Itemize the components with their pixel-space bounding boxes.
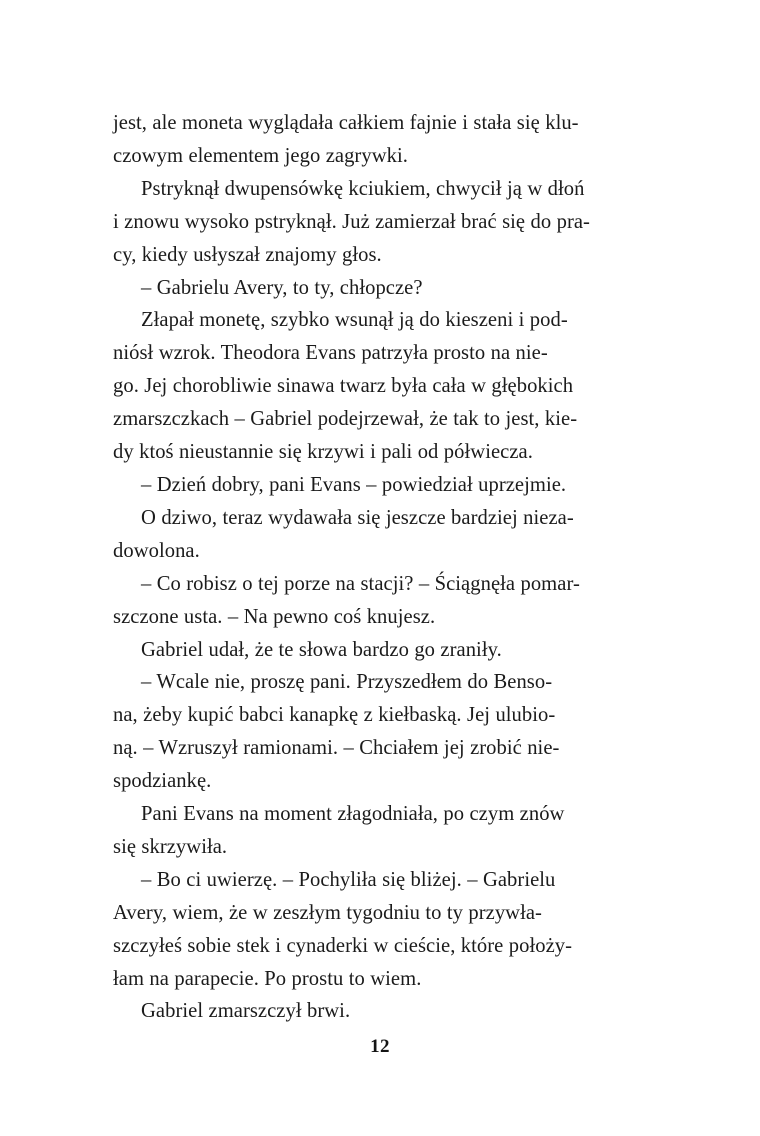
narration-paragraph bbox=[113, 502, 649, 568]
page-number: 12 bbox=[370, 1036, 390, 1057]
dialogue-paragraph bbox=[113, 864, 649, 996]
text-line: Gabriel zmarszczył brwi. bbox=[141, 1000, 351, 1023]
text-line: O dziwo, teraz wydawała się jeszcze bardziej nieza- bbox=[141, 506, 574, 529]
text-line: łam na parapecie. Po prostu to wiem. bbox=[113, 967, 422, 990]
narration-paragraph bbox=[113, 995, 649, 1028]
text-line: cy, kiedy usłyszał znajomy głos. bbox=[113, 243, 382, 266]
text-line: szczyłeś sobie stek i cynaderki w cieście, które położy- bbox=[113, 934, 573, 957]
narration-paragraph bbox=[113, 304, 649, 469]
dialogue-paragraph bbox=[113, 469, 649, 502]
text-line: Pani Evans na moment złagodniała, po czym znów bbox=[141, 803, 565, 826]
text-line: Gabriel udał, że te słowa bardzo go zraniły. bbox=[141, 638, 502, 661]
narration-paragraph bbox=[113, 173, 649, 272]
dialogue-paragraph bbox=[113, 666, 649, 798]
text-line: – Wcale nie, proszę pani. Przyszedłem do Benso- bbox=[141, 671, 553, 694]
narration-paragraph bbox=[113, 634, 649, 667]
text-line: czowym elementem jego zagrywki. bbox=[113, 144, 408, 167]
text-line: – Gabrielu Avery, to ty, chłopcze? bbox=[141, 276, 423, 299]
text-line: – Bo ci uwierzę. – Pochyliła się bliżej. – Gabrielu bbox=[141, 868, 556, 891]
narration-paragraph bbox=[113, 107, 649, 173]
text-line: niósł wzrok. Theodora Evans patrzyła prosto na nie- bbox=[113, 342, 548, 365]
text-line: szczone usta. – Na pewno coś knujesz. bbox=[113, 605, 436, 628]
dialogue-paragraph bbox=[113, 272, 649, 305]
text-line: i znowu wysoko pstryknął. Już zamierzał brać się do pra- bbox=[113, 210, 590, 233]
text-line: Złapał monetę, szybko wsunął ją do kieszeni i pod- bbox=[141, 309, 568, 332]
text-line: na, żeby kupić babci kanapkę z kiełbaską. Jej ulubio- bbox=[113, 704, 556, 727]
text-line: – Dzień dobry, pani Evans – powiedział uprzejmie. bbox=[141, 473, 567, 496]
narration-paragraph bbox=[113, 798, 649, 864]
text-line: się skrzywiła. bbox=[113, 835, 228, 858]
dialogue-paragraph bbox=[113, 568, 649, 634]
text-line: go. Jej chorobliwie sinawa twarz była cała w głębokich bbox=[113, 375, 574, 398]
text-line: dy ktoś nieustannie się krzywi i pali od półwiecza. bbox=[113, 441, 533, 464]
text-line: ną. – Wzruszył ramionami. – Chciałem jej zrobić nie- bbox=[113, 737, 560, 760]
text-line: zmarszczkach – Gabriel podejrzewał, że tak to jest, kie- bbox=[113, 408, 578, 431]
text-line: jest, ale moneta wyglądała całkiem fajnie i stała się klu- bbox=[113, 112, 579, 134]
text-line: Avery, wiem, że w zeszłym tygodniu to ty przywła- bbox=[113, 901, 542, 924]
text-line: dowolona. bbox=[113, 539, 200, 562]
text-line: Pstryknął dwupensówkę kciukiem, chwycił ją w dłoń bbox=[141, 177, 585, 200]
page-text-block bbox=[113, 107, 649, 1028]
text-line: spodziankę. bbox=[113, 770, 212, 793]
text-line: – Co robisz o tej porze na stacji? – Ściągnęła pomar- bbox=[141, 572, 580, 595]
